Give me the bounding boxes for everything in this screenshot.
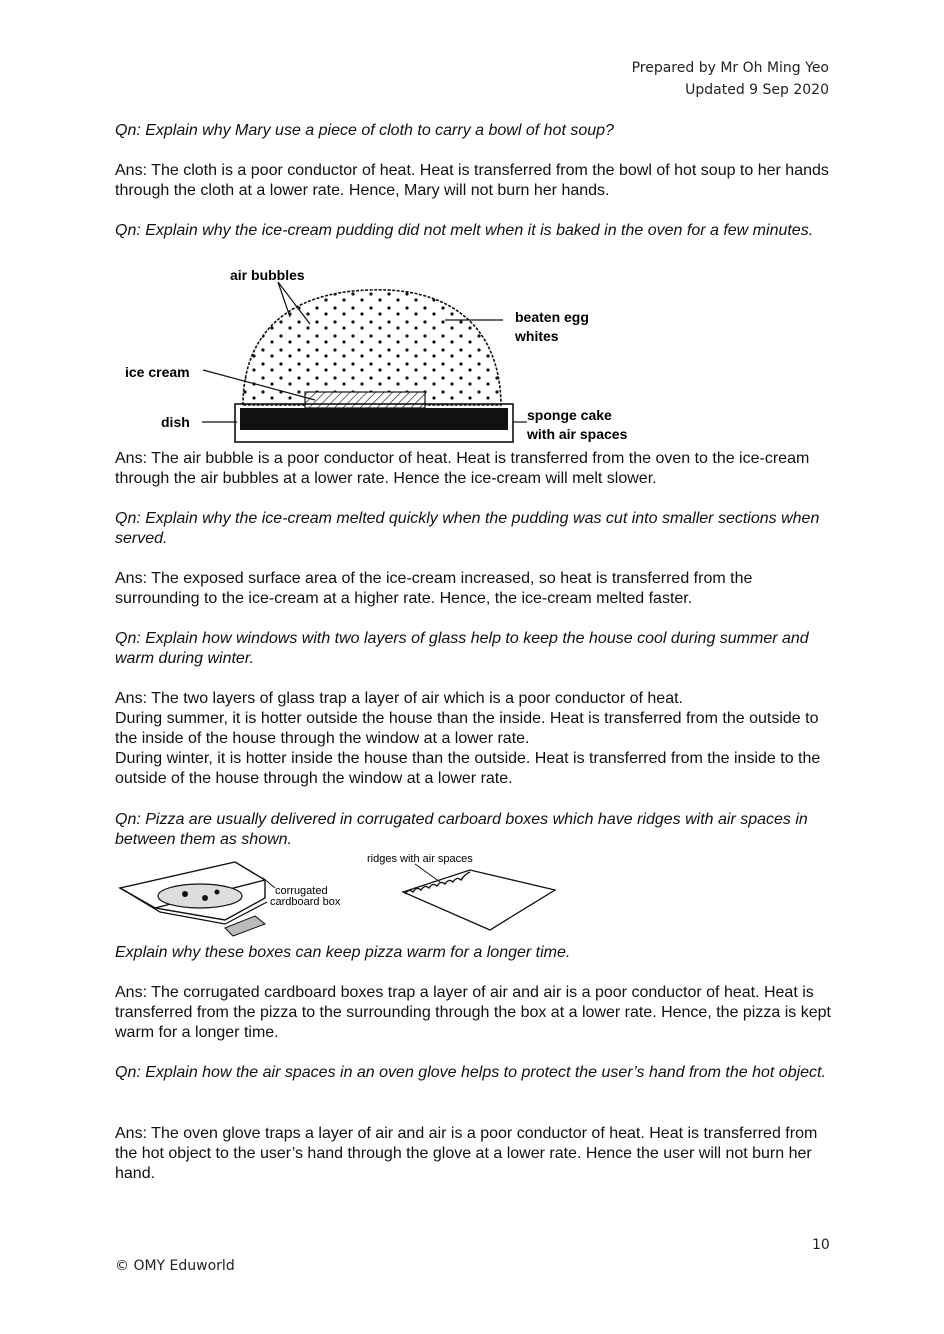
label-air-bubbles: air bubbles [230, 267, 305, 283]
question-1: Qn: Explain why Mary use a piece of cloth to carry a bowl of hot soup? [115, 122, 614, 139]
cardboard-ridges [405, 872, 470, 894]
pizza-slice [225, 916, 265, 936]
label-air-spaces: with air spaces [527, 426, 628, 442]
updated-date: Updated 9 Sep 2020 [685, 82, 829, 98]
question-6: Qn: Explain how the air spaces in an oven glove helps to protect the user’s hand from the hot object. [115, 1064, 826, 1081]
answer-4-winter: During winter, it is hotter inside the house than the outside. Heat is transferred from the inside to the outside of the house through the window at a lower rate. [115, 750, 821, 787]
label-corrugated: corrugated [275, 885, 328, 897]
question-5-part-2: Explain why these boxes can keep pizza warm for a longer time. [115, 944, 571, 961]
question-4: Qn: Explain how windows with two layers of glass help to keep the house cool during summer and warm during winter. [115, 630, 809, 667]
answer-1: Ans: The cloth is a poor conductor of heat. Heat is transferred from the bowl of hot soup to her hands through the cloth at a lower rate. Hence, Mary will not burn her hands. [115, 162, 829, 199]
answer-4-summer: During summer, it is hotter outside the house than the inside. Heat is transferred from the outside to the inside of the house through the window at a lower rate. [115, 710, 819, 747]
sponge-cake-layer [240, 408, 508, 430]
meringue-dome [243, 290, 501, 405]
label-beaten-egg: beaten egg [515, 309, 589, 325]
answer-4-line-1: Ans: The two layers of glass trap a layer of air which is a poor conductor of heat. [115, 690, 683, 707]
answer-6: Ans: The oven glove traps a layer of air and air is a poor conductor of heat. Heat is transferred from the hot object to the user’s hand through the glove at a lower rate. Hence the user will not burn her hand. [115, 1125, 818, 1182]
page-number: 10 [812, 1237, 830, 1253]
pudding-diagram [115, 262, 645, 447]
pizza-box-diagram [115, 850, 575, 942]
page-header [632, 57, 829, 101]
answer-5: Ans: The corrugated cardboard boxes trap a layer of air and air is a poor conductor of heat. Heat is transferred from the pizza to the surrounding through the box at a lower rate. Hence, the pizza is kept warm for a longer time. [115, 984, 831, 1041]
answer-3: Ans: The exposed surface area of the ice-cream increased, so heat is transferred from the surrounding to the ice-cream at a higher rate. Hence, the ice-cream melted faster. [115, 570, 753, 607]
label-dish: dish [161, 414, 190, 430]
prepared-by: Prepared by Mr Oh Ming Yeo [631, 60, 829, 76]
label-ridges: ridges with air spaces [367, 853, 473, 865]
label-sponge-cake: sponge cake [527, 407, 612, 423]
label-ice-cream: ice cream [125, 364, 190, 380]
cardboard-sheet [403, 870, 555, 930]
footer-copyright: © OMY Eduworld [115, 1258, 235, 1274]
label-cardboard-box: cardboard box [270, 896, 341, 908]
label-whites: whites [515, 328, 559, 344]
question-5: Qn: Pizza are usually delivered in corrugated carboard boxes which have ridges with air spaces in between them as shown. [115, 811, 808, 848]
pizza [158, 884, 242, 908]
question-2: Qn: Explain why the ice-cream pudding did not melt when it is baked in the oven for a few minutes. [115, 222, 814, 239]
answer-2: Ans: The air bubble is a poor conductor of heat. Heat is transferred from the oven to the ice-cream through the air bubbles at a lower rate. Hence the ice-cream will melt slower. [115, 450, 810, 487]
question-3: Qn: Explain why the ice-cream melted quickly when the pudding was cut into smaller sections when served. [115, 510, 820, 547]
